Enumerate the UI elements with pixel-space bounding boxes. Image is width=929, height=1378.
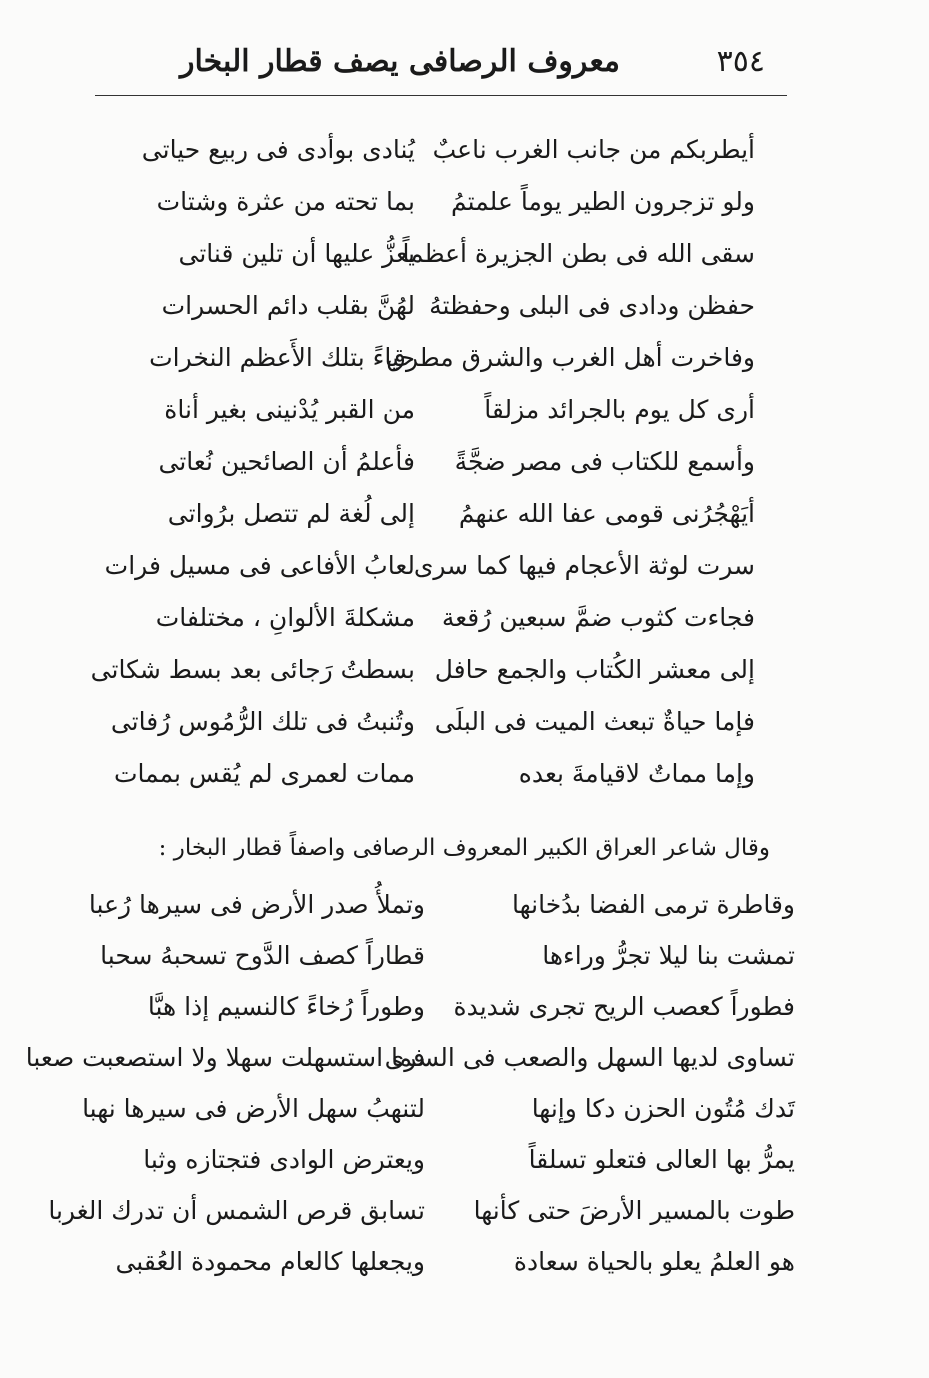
poem-two — [25, 885, 795, 1293]
verse — [110, 234, 755, 286]
verse-first-hemistich: أيطربكم من جانب الغرب ناعبٌ — [432, 135, 755, 164]
verse-first-hemistich: هو العلمُ يعلو بالحياة سعادة — [513, 1247, 795, 1276]
verse — [95, 1140, 795, 1191]
verse — [110, 494, 755, 546]
verse-first-hemistich: تساوى لديها السهل والصعب فى السرى — [384, 1043, 795, 1072]
verse — [110, 598, 755, 650]
page-header — [95, 38, 785, 88]
verse-second-hemistich: فما استسهلت سهلا ولا استصعبت صعبا — [25, 1043, 425, 1072]
verse-second-hemistich: فأعلمُ أن الصائحين نُعاتى — [158, 447, 415, 476]
verse-second-hemistich: لعابُ الأفاعى فى مسيل فرات — [104, 551, 415, 580]
verse-first-hemistich: فجاءت كثوب ضمَّ سبعين رُقعة — [441, 603, 755, 632]
verse — [110, 182, 755, 234]
verse-first-hemistich: سرت لوثة الأعجام فيها كما سرى — [413, 551, 755, 580]
verse — [25, 1038, 795, 1089]
verse-second-hemistich: يُنادى بوأدى فى ربيع حياتى — [141, 135, 415, 164]
verse-first-hemistich: ولو تزجرون الطير يوماً علمتمُ — [451, 187, 755, 216]
verse-first-hemistich: طوت بالمسير الأرضَ حتى كأنها — [473, 1196, 795, 1225]
running-title: معروف الرصافى يصف قطار البخار — [180, 44, 620, 79]
verse-first-hemistich: فإما حياةٌ تبعث الميت فى البلَى — [434, 707, 755, 736]
verse-second-hemistich: حياءً بتلك الأَعظم النخرات — [149, 343, 415, 372]
verse — [110, 338, 755, 390]
verse-first-hemistich: تَدك مُتُون الحزن دكا وإنها — [531, 1094, 795, 1123]
verse-second-hemistich: يعزُّ عليها أن تلين قناتى — [178, 239, 415, 268]
verse — [48, 1191, 795, 1242]
header-rule — [95, 95, 787, 96]
verse-second-hemistich: وتملأُ صدر الأرض فى سيرها رُعبا — [88, 890, 425, 919]
verse-first-hemistich: وفاخرت أهل الغرب والشرق مطرق — [386, 343, 755, 372]
verse-first-hemistich: وقاطرة ترمى الفضا بدُخانها — [511, 890, 795, 919]
verse-first-hemistich: أرى كل يوم بالجرائد مزلقاً — [484, 395, 755, 424]
verse-second-hemistich: ويعترض الوادى فتجتازه وثبا — [143, 1145, 425, 1174]
verse-second-hemistich: وطوراً رُخاءً كالنسيم إذا هبَّا — [147, 992, 425, 1021]
verse-second-hemistich: وتُنبتُ فى تلك الرُّمُوس رُفاتى — [110, 707, 415, 736]
verse-second-hemistich: تسابق قرص الشمس أن تدرك الغربا — [48, 1196, 425, 1225]
verse — [110, 754, 755, 806]
verse — [110, 442, 755, 494]
verse — [104, 546, 755, 598]
verse-first-hemistich: سقى الله فى بطن الجزيرة أعظماً — [402, 239, 755, 268]
verse-first-hemistich: تمشت بنا ليلا تجرُّ وراءها — [542, 941, 795, 970]
verse-second-hemistich: لتنهبُ سهل الأرض فى سيرها نهبا — [82, 1094, 425, 1123]
verse-second-hemistich: لهُنَّ بقلب دائم الحسرات — [161, 291, 415, 320]
verse-first-hemistich: يمرُّ بها العالى فتعلو تسلقاً — [528, 1145, 795, 1174]
verse-first-hemistich: فطوراً كعصب الريح تجرى شديدة — [453, 992, 795, 1021]
verse-second-hemistich: ممات لعمرى لم يُقس بممات — [113, 759, 415, 788]
verse — [88, 885, 795, 936]
verse-second-hemistich: إلى لُغة لم تتصل برُواتى — [167, 499, 415, 528]
verse — [110, 390, 755, 442]
verse — [95, 1242, 795, 1293]
verse — [95, 987, 795, 1038]
intro-paragraph: وقال شاعر العراق الكبير المعروف الرصافى واصفاً قطار البخار : — [158, 835, 770, 861]
verse — [110, 702, 755, 754]
verse-second-hemistich: بسطتُ رَجائى بعد بسط شكاتى — [90, 655, 415, 684]
verse — [110, 130, 755, 182]
verse-first-hemistich: وإما مماتٌ لاقيامةَ بعده — [518, 759, 755, 788]
verse — [82, 1089, 795, 1140]
verse — [110, 286, 755, 338]
page-number: ٣٥٤ — [716, 44, 765, 79]
verse-second-hemistich: ويجعلها كالعام محمودة العُقبى — [115, 1247, 425, 1276]
verse-second-hemistich: بما تحته من عثرة وشتات — [156, 187, 415, 216]
verse-first-hemistich: وأسمع للكتاب فى مصر ضجَّةً — [454, 447, 755, 476]
poem-one — [90, 130, 755, 806]
verse-first-hemistich: أيَهْجُرُنى قومى عفا الله عنهمُ — [458, 499, 755, 528]
verse-first-hemistich: حفظن ودادى فى البلى وحفظتهُ — [429, 291, 755, 320]
verse — [90, 650, 755, 702]
verse-second-hemistich: من القبر يُدْنينى بغير أناة — [164, 395, 415, 424]
verse-second-hemistich: مشكلةَ الألوانِ ، مختلفات — [155, 603, 415, 632]
verse — [95, 936, 795, 987]
verse-second-hemistich: قطاراً كصف الدَّوح تسحبهُ سحبا — [100, 941, 425, 970]
verse-first-hemistich: إلى معشر الكُتاب والجمع حافل — [434, 655, 755, 684]
